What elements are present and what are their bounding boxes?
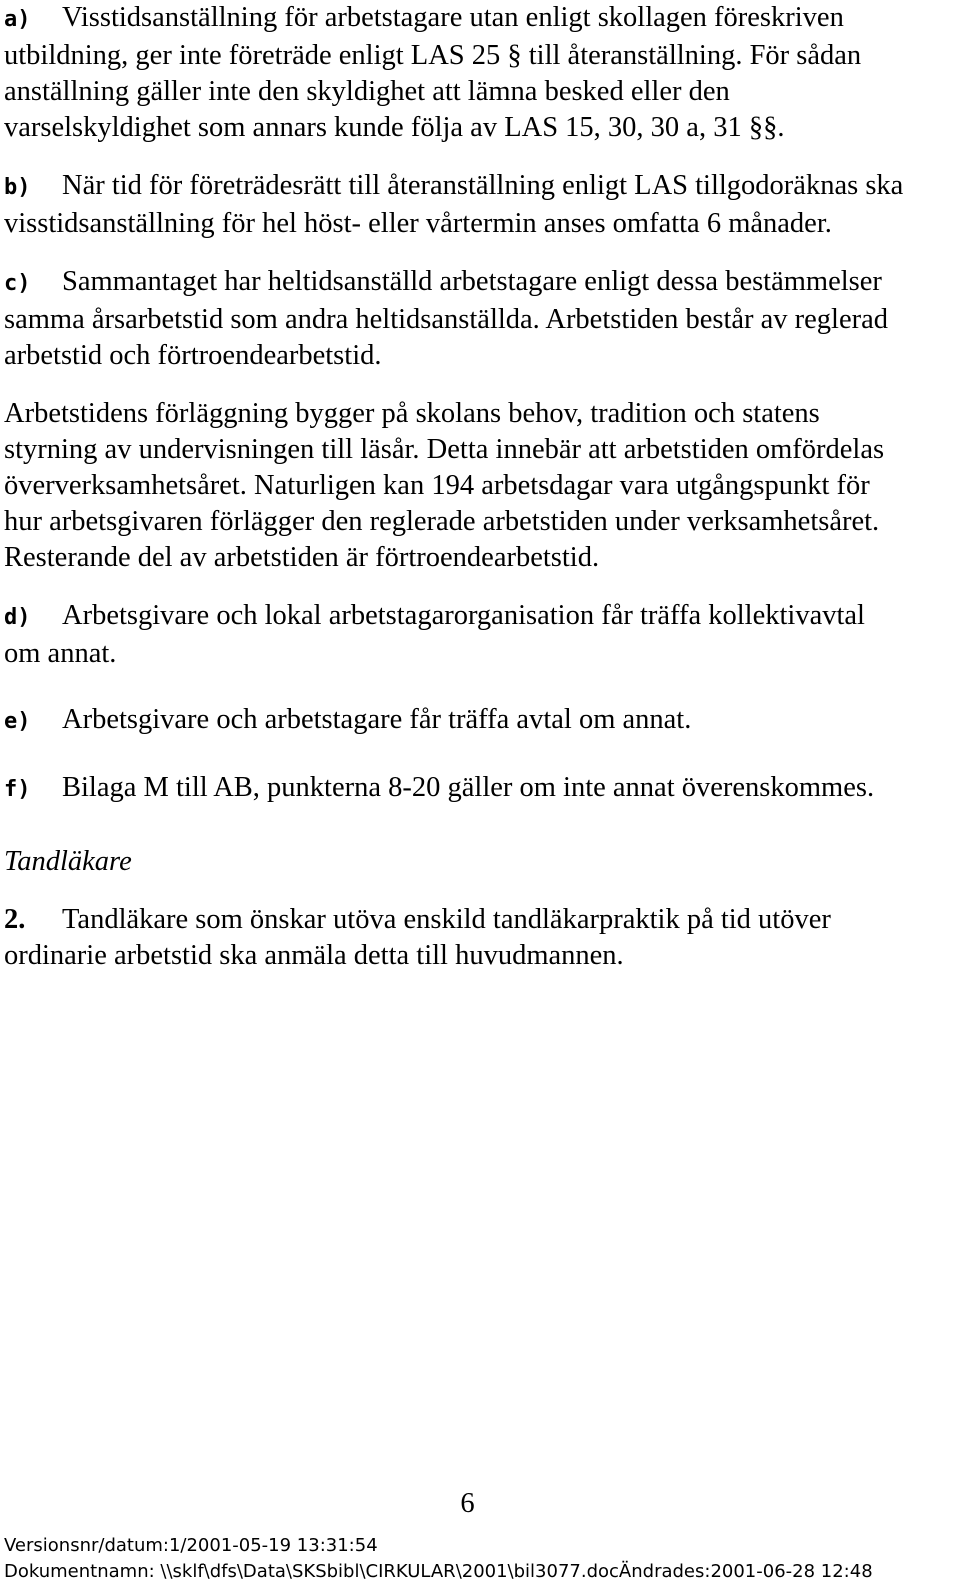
item-b (4, 168, 904, 242)
document-body (4, 0, 904, 974)
footer-version-line: Versionsnr/datum:1/2001-05-19 13:31:54 (4, 1535, 378, 1556)
item-e-marker: e) (4, 709, 31, 734)
item-2-marker: 2. (4, 904, 26, 935)
item-d-marker: d) (4, 605, 31, 630)
item-e (4, 702, 904, 740)
section-heading: Tandläkare (4, 846, 132, 877)
item-e-text: Arbetsgivare och arbetstagare får träffa avtal om annat. (62, 704, 692, 735)
item-b-text: När tid för företrädesrätt till återanställning enligt LAS tillgodoräknas ska visstidsanställning för hel höst- eller vårtermin anses omfatta 6 månader. (4, 170, 904, 239)
item-b-marker: b) (4, 175, 31, 200)
item-a-marker: a) (4, 7, 31, 32)
item-f (4, 770, 904, 808)
footer-document-line: Dokumentnamn: \\sklf\dfs\Data\SKSbibl\CIRKULAR\2001\bil3077.docÄndrades:2001-06-28 12:48 (4, 1561, 873, 1582)
item-a-text: Visstidsanställning för arbetstagare utan enligt skollagen föreskriven utbildning, ger inte företräde enligt LAS 25 § till återanställning. För sådan anställning gäller inte den skyldighet att lämna besked eller den varselskyldighet som annars kunde följa av LAS 15, 30, 30 a, 31 §§. (4, 2, 862, 143)
item-2 (4, 902, 904, 974)
item-c-continued: Arbetstidens förläggning bygger på skolans behov, tradition och statens styrning av undervisningen till läsår. Detta innebär att arbetstiden omfördelas öververksamhetsåret. Naturligen kan 194 arbetsdagar vara utgångspunkt för hur arbetsgivaren förlägger den reglerade arbetstiden under verksamhetsåret. Resterande del av arbetstiden är förtroendearbetstid. (4, 398, 885, 573)
footer (4, 1533, 873, 1585)
item-f-text: Bilaga M till AB, punkterna 8-20 gäller om inte annat överenskommes. (62, 772, 875, 803)
item-c (4, 264, 904, 374)
item-a (4, 0, 904, 146)
item-2-text: Tandläkare som önskar utöva enskild tandläkarpraktik på tid utöver ordinarie arbetstid ska anmäla detta till huvudmannen. (4, 904, 831, 971)
page-number: 6 (460, 1488, 475, 1519)
item-d-text: Arbetsgivare och lokal arbetstagarorganisation får träffa kollektivavtal om annat. (4, 600, 865, 669)
item-f-marker: f) (4, 777, 31, 802)
item-d (4, 598, 904, 672)
item-c-text: Sammantaget har heltidsanställd arbetstagare enligt dessa bestämmelser samma årsarbetstid som andra heltidsanställda. Arbetstiden består av reglerad arbetstid och förtroendearbetstid. (4, 266, 889, 371)
item-c-marker: c) (4, 271, 31, 296)
